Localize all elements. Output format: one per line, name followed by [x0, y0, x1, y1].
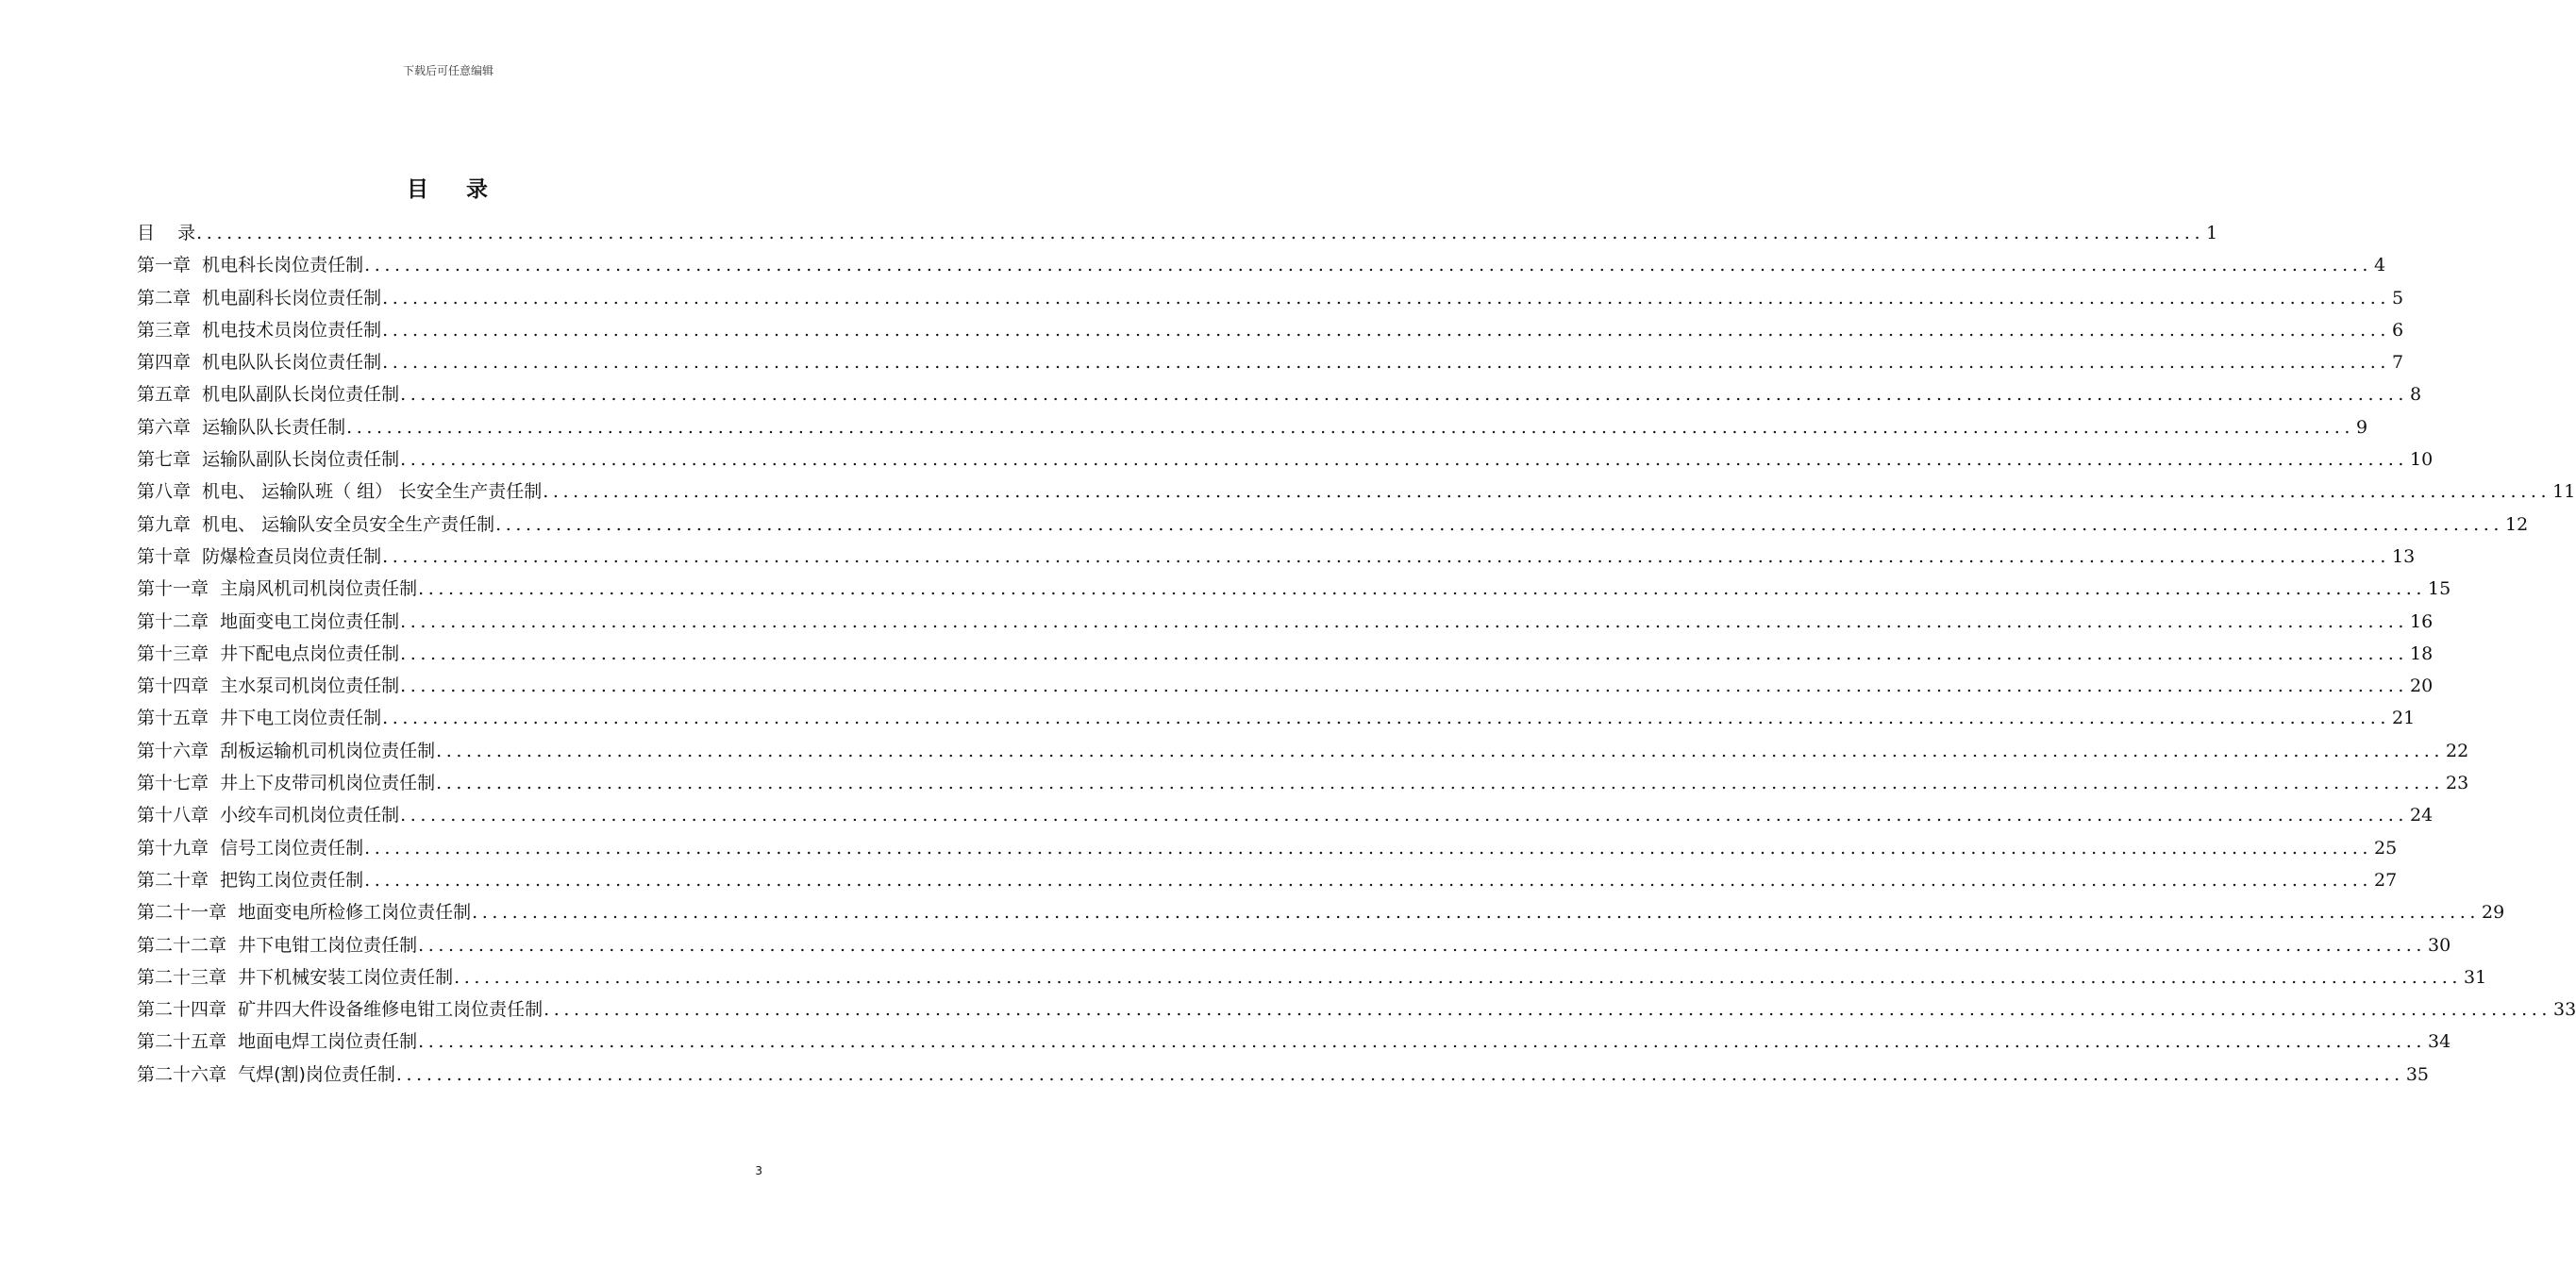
- toc-entry-title: 第二十章 把钩工岗位责任制: [137, 869, 364, 891]
- toc-entry-title: 第八章 机电、 运输队班（ 组） 长安全生产责任制: [137, 481, 543, 503]
- toc-entry[interactable]: [137, 573, 2451, 605]
- toc-entry-page: 34: [2428, 1031, 2451, 1053]
- toc-entry-page: 1: [2206, 223, 2218, 243]
- toc-entry-page: 10: [2410, 449, 2434, 471]
- toc-entry[interactable]: [137, 670, 2434, 702]
- toc-leader: ........................................................................................................................................................................................................: [400, 642, 2409, 664]
- toc-entry-page: 18: [2410, 642, 2434, 664]
- toc-leader: ........................................................................................................................................................................................................: [364, 255, 2373, 276]
- toc-entry-title: 第五章 机电队副队长岗位责任制: [137, 384, 400, 406]
- toc-leader: ........................................................................................................................................................................................................: [543, 481, 2551, 503]
- toc-entry-page: 35: [2405, 1063, 2430, 1085]
- toc-title-part2: 录: [466, 177, 490, 202]
- toc-entry[interactable]: [137, 1059, 2430, 1091]
- toc-entry-title: 第四章 机电队队长岗位责任制: [137, 352, 382, 374]
- toc-entry-page: 21: [2392, 708, 2416, 729]
- toc-entry[interactable]: [137, 346, 2404, 378]
- toc-entry-page: 5: [2392, 287, 2404, 309]
- toc-entry-title: 第一章 机电科长岗位责任制: [137, 255, 364, 276]
- toc-entry[interactable]: [137, 961, 2487, 993]
- toc-entry[interactable]: [137, 606, 2434, 638]
- toc-leader: ........................................................................................................................................................................................................: [418, 578, 2427, 600]
- toc-leader: ........................................................................................................................................................................................................: [436, 773, 2445, 794]
- toc-leader: ........................................................................................................................................................................................................: [382, 352, 2391, 374]
- toc-entry-title: 第九章 机电、 运输队安全员安全生产责任制: [137, 513, 495, 535]
- toc-entry[interactable]: [137, 443, 2434, 476]
- toc-entry-title: 第十二章 地面变电工岗位责任制: [137, 610, 400, 632]
- toc-entry[interactable]: [137, 282, 2404, 314]
- toc-entry-title: 第二十六章 气焊(割)岗位责任制: [137, 1063, 395, 1085]
- toc-leader: ........................................................................................................................................................................................................: [364, 837, 2373, 859]
- toc-entry-page: 8: [2410, 384, 2422, 406]
- toc-entry[interactable]: [137, 832, 2398, 864]
- toc-entry[interactable]: [137, 541, 2416, 573]
- toc-entry-title: 第十三章 井下配电点岗位责任制: [137, 642, 400, 664]
- toc-title-part1: 目: [407, 177, 430, 202]
- toc-entry[interactable]: [137, 929, 2451, 961]
- toc-leader: ........................................................................................................................................................................................................: [472, 902, 2481, 924]
- toc-leader: ........................................................................................................................................................................................................: [400, 610, 2409, 632]
- toc-entry-title: 第六章 运输队队长责任制: [137, 416, 346, 438]
- toc-entry-title: 第十四章 主水泵司机岗位责任制: [137, 676, 400, 697]
- toc-entry-page: 25: [2374, 837, 2398, 859]
- toc-entry-title: 第三章 机电技术员岗位责任制: [137, 319, 382, 341]
- toc-leader: ........................................................................................................................................................................................................: [382, 708, 2391, 729]
- toc-leader: ........................................................................................................................................................................................................: [395, 1063, 2404, 1085]
- toc-leader: ........................................................................................................................................................................................................: [400, 676, 2409, 697]
- toc-entry[interactable]: [137, 509, 2529, 541]
- toc-entry-title: 第十章 防爆检查员岗位责任制: [137, 545, 382, 567]
- toc-entry-page: 24: [2410, 805, 2434, 826]
- toc-leader: ........................................................................................................................................................................................................: [382, 287, 2391, 309]
- toc-leader: ........................................................................................................................................................................................................: [400, 384, 2409, 406]
- toc-entry-title: 第二章 机电副科长岗位责任制: [137, 287, 382, 309]
- toc-entry[interactable]: [137, 767, 2469, 799]
- toc-entry-title: 第十五章 井下电工岗位责任制: [137, 708, 382, 729]
- toc-entry-page: 29: [2482, 902, 2505, 924]
- toc-entry-page: 33: [2553, 999, 2576, 1021]
- toc-entry[interactable]: [137, 702, 2416, 734]
- toc-entry[interactable]: [137, 249, 2386, 281]
- toc-entry-page: 6: [2392, 319, 2404, 341]
- toc-leader: ........................................................................................................................................................................................................: [382, 545, 2391, 567]
- toc-entry-page: 27: [2374, 869, 2398, 891]
- toc-entry-title: 第十六章 刮板运输机司机岗位责任制: [137, 740, 436, 761]
- toc-leader: ........................................................................................................................................................................................................: [400, 805, 2409, 826]
- toc-entry-title: 第十九章 信号工岗位责任制: [137, 837, 364, 859]
- toc-leader: ........................................................................................................................................................................................................: [436, 740, 2445, 761]
- toc-leader: ........................................................................................................................................................................................................: [382, 319, 2391, 341]
- table-of-contents: [137, 217, 2576, 1091]
- toc-entry-title: 目 录: [137, 223, 196, 243]
- toc-entry-page: 7: [2392, 352, 2404, 374]
- toc-entry-page: 30: [2428, 934, 2451, 956]
- toc-leader: ........................................................................................................................................................................................................: [196, 223, 2205, 243]
- toc-entry-page: 12: [2505, 513, 2529, 535]
- toc-entry[interactable]: [137, 476, 2576, 508]
- toc-entry-page: 13: [2392, 545, 2416, 567]
- toc-leader: ........................................................................................................................................................................................................: [400, 449, 2409, 471]
- toc-entry-title: 第十七章 井上下皮带司机岗位责任制: [137, 773, 436, 794]
- toc-leader: ........................................................................................................................................................................................................: [495, 513, 2504, 535]
- toc-entry[interactable]: [137, 896, 2505, 928]
- toc-leader: ........................................................................................................................................................................................................: [418, 1031, 2427, 1053]
- toc-entry-title: 第二十四章 矿井四大件设备维修电钳工岗位责任制: [137, 999, 544, 1021]
- toc-title: [0, 172, 896, 203]
- toc-entry[interactable]: [137, 217, 2218, 249]
- toc-leader: ........................................................................................................................................................................................................: [454, 966, 2463, 988]
- toc-entry-page: 11: [2552, 481, 2576, 503]
- toc-leader: ........................................................................................................................................................................................................: [544, 999, 2552, 1021]
- toc-entry-title: 第七章 运输队副队长岗位责任制: [137, 449, 400, 471]
- toc-entry-title: 第二十三章 井下机械安装工岗位责任制: [137, 966, 454, 988]
- page-header: 下载后可任意编辑: [402, 64, 493, 77]
- toc-entry-title: 第二十五章 地面电焊工岗位责任制: [137, 1031, 418, 1053]
- toc-entry[interactable]: [137, 638, 2434, 670]
- page-number: 3: [755, 1164, 762, 1177]
- toc-entry-page: 15: [2428, 578, 2451, 600]
- toc-entry[interactable]: [137, 799, 2434, 831]
- toc-entry[interactable]: [137, 1026, 2451, 1058]
- toc-entry-page: 22: [2446, 740, 2469, 761]
- toc-entry-page: 9: [2356, 416, 2368, 438]
- toc-entry-title: 第二十二章 井下电钳工岗位责任制: [137, 934, 418, 956]
- toc-entry-page: 31: [2464, 966, 2487, 988]
- toc-entry[interactable]: [137, 864, 2398, 896]
- toc-entry[interactable]: [137, 378, 2422, 410]
- toc-entry[interactable]: [137, 314, 2404, 346]
- toc-entry-page: 4: [2374, 255, 2386, 276]
- toc-entry[interactable]: [137, 735, 2469, 767]
- toc-entry-page: 23: [2446, 773, 2469, 794]
- toc-entry-page: 20: [2410, 676, 2434, 697]
- toc-entry-page: 16: [2410, 610, 2434, 632]
- toc-entry-title: 第十八章 小绞车司机岗位责任制: [137, 805, 400, 826]
- toc-entry[interactable]: [137, 993, 2576, 1026]
- toc-entry[interactable]: [137, 411, 2368, 443]
- toc-leader: ........................................................................................................................................................................................................: [364, 869, 2373, 891]
- toc-leader: ........................................................................................................................................................................................................: [418, 934, 2427, 956]
- toc-entry-title: 第十一章 主扇风机司机岗位责任制: [137, 578, 418, 600]
- toc-entry-title: 第二十一章 地面变电所检修工岗位责任制: [137, 902, 472, 924]
- toc-leader: ........................................................................................................................................................................................................: [346, 416, 2355, 438]
